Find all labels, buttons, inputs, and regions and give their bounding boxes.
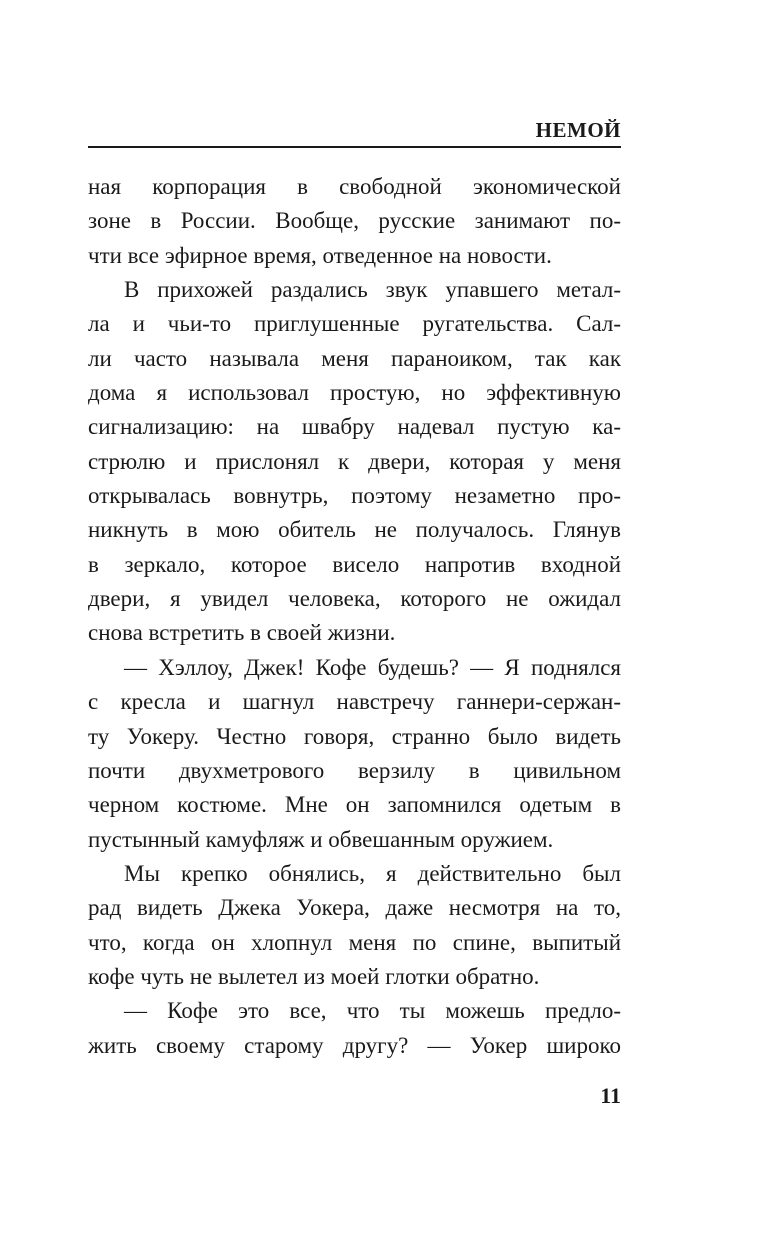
text-line: чти все эфирное время, отведенное на новости. (88, 242, 552, 268)
text-line: открывалась вовнутрь, поэтому незаметно про- (88, 483, 621, 509)
body-text (88, 170, 621, 1063)
text-line: двери, я увидел человека, которого не ожидал (88, 586, 621, 612)
text-line: зоне в России. Вообще, русские занимают по- (88, 208, 621, 234)
text-line: ная корпорация в свободной экономической (88, 174, 621, 199)
text-line: с кресла и шагнул навстречу ганнери-сержан- (88, 689, 621, 715)
text-line: — Кофе это все, что ты можешь предло- (124, 998, 621, 1024)
text-line: в зеркало, которое висело напротив входной (88, 551, 621, 577)
text-line: — Хэллоу, Джек! Кофе будешь? — Я поднялся (124, 654, 621, 680)
text-line: ла и чьи-то приглушенные ругательства. Сал- (88, 311, 621, 337)
text-line: сигнализацию: на швабру надевал пустую ка- (88, 414, 621, 440)
text-line: ту Уокеру. Честно говоря, странно было видеть (88, 723, 621, 749)
text-line: кофе чуть не вылетел из моей глотки обратно. (88, 963, 540, 989)
text-line: снова встретить в своей жизни. (88, 620, 396, 646)
header-rule (88, 146, 621, 148)
text-line: пустынный камуфляж и обвешанным оружием. (88, 826, 554, 852)
text-line: что, когда он хлопнул меня по спине, выпитый (88, 929, 621, 955)
text-line: Мы крепко обнялись, я действительно был (124, 860, 621, 886)
text-line: В прихожей раздались звук упавшего метал- (124, 277, 621, 303)
text-line: жить своему старому другу? — Уокер широко (88, 1032, 621, 1058)
text-line: дома я использовал простую, но эффективную (88, 380, 621, 406)
text-line: никнуть в мою обитель не получалось. Глянув (88, 517, 621, 543)
text-line: рад видеть Джека Уокера, даже несмотря на то, (88, 895, 621, 921)
text-line: ли часто называла меня параноиком, так как (88, 345, 621, 371)
page-number: 11 (600, 1083, 621, 1108)
text-line: черном костюме. Мне он запомнился одетым в (88, 792, 621, 818)
text-line: стрюлю и прислонял к двери, которая у меня (88, 448, 621, 474)
running-head-title: НЕМОЙ (535, 118, 621, 142)
text-line: почти двухметрового верзилу в цивильном (88, 757, 621, 783)
